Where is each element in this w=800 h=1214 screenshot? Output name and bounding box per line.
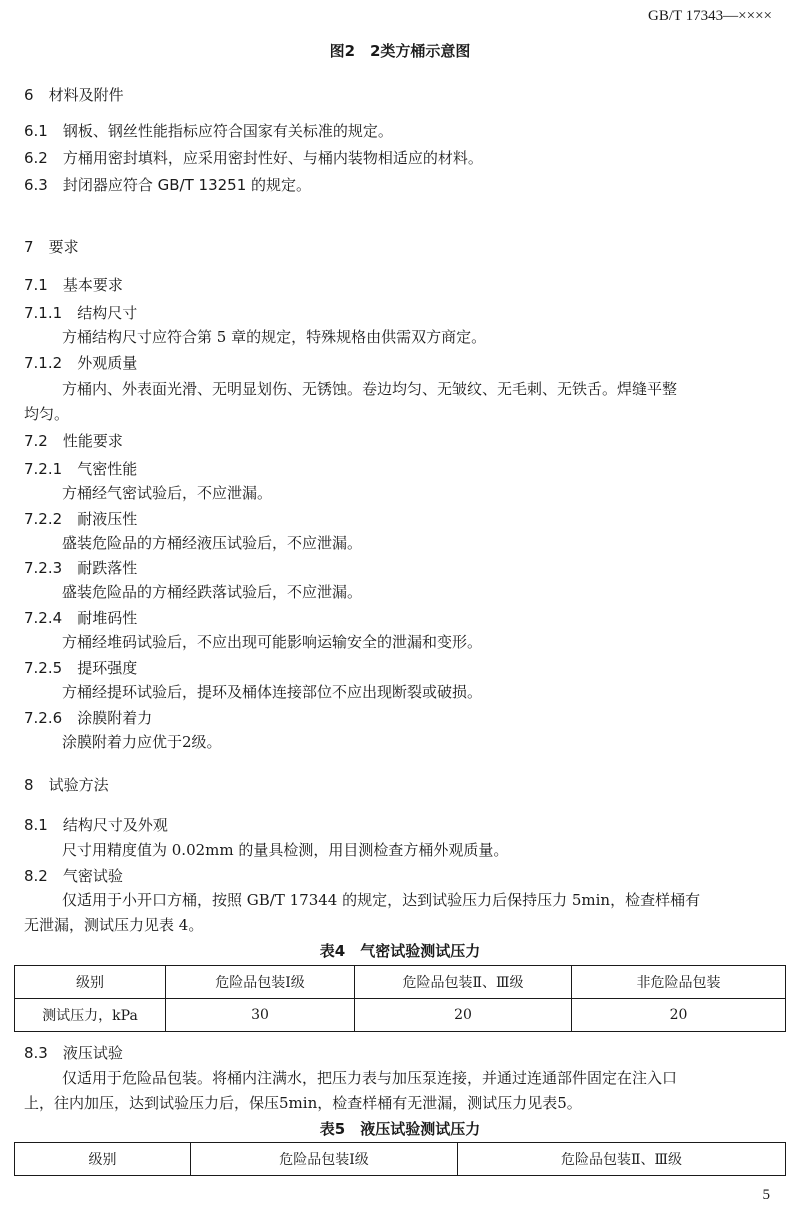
page-number: 5	[762, 1187, 770, 1203]
clause-7-1-2-text-line2: 均匀。	[24, 405, 70, 423]
table-4	[14, 965, 786, 1032]
clause-8-2-heading: 8.2 气密试验	[24, 867, 123, 885]
clause-7-2-2-heading: 7.2.2 耐液压性	[24, 510, 138, 528]
clause-6-2: 6.2 方桶用密封填料，应采用密封性好、与桶内装物相适应的材料。	[24, 149, 483, 167]
clause-7-2-3-text: 盛装危险品的方桶经跌落试验后，不应泄漏。	[62, 583, 363, 601]
clause-7-2-6-text: 涂膜附着力应优于2级。	[62, 733, 222, 751]
table-5	[14, 1142, 786, 1176]
section-7-heading: 7 要求	[24, 238, 79, 256]
section-8-heading: 8 试验方法	[24, 776, 109, 794]
clause-8-3-text-line2: 上，往内加压，达到试验压力后，保压5min，检查样桶有无泄漏，测试压力见表5。	[24, 1094, 582, 1112]
table-cell: 危险品包装Ⅰ级	[191, 1143, 458, 1176]
clause-7-1-1-text: 方桶结构尺寸应符合第 5 章的规定，特殊规格由供需双方商定。	[62, 328, 487, 346]
clause-8-2-text-line2: 无泄漏，测试压力见表 4。	[24, 916, 204, 934]
table-cell: 非危险品包装	[572, 966, 786, 999]
clause-7-1-2-text-line1: 方桶内、外表面光滑、无明显划伤、无锈蚀。卷边均匀、无皱纹、无毛刺、无铁舌。焊缝平整	[62, 380, 678, 398]
table-5-caption: 表5 液压试验测试压力	[319, 1120, 481, 1138]
table-cell: 级别	[15, 1143, 191, 1176]
table-cell: 危险品包装Ⅰ级	[166, 966, 355, 999]
clause-7-2-1-text: 方桶经气密试验后，不应泄漏。	[62, 484, 273, 502]
clause-8-3-heading: 8.3 液压试验	[24, 1044, 123, 1062]
table-row	[15, 1143, 786, 1176]
clause-8-1-heading: 8.1 结构尺寸及外观	[24, 816, 168, 834]
table-cell: 测试压力，kPa	[15, 999, 166, 1032]
header-standard-code: GB/T 17343—××××	[648, 8, 772, 24]
clause-7-2-heading: 7.2 性能要求	[24, 432, 123, 450]
table-cell: 30	[166, 999, 355, 1032]
clause-7-2-3-heading: 7.2.3 耐跌落性	[24, 559, 138, 577]
clause-7-2-2-text: 盛装危险品的方桶经液压试验后，不应泄漏。	[62, 534, 363, 552]
clause-7-2-5-text: 方桶经提环试验后，提环及桶体连接部位不应出现断裂或破损。	[62, 683, 483, 701]
clause-7-1-1-heading: 7.1.1 结构尺寸	[24, 304, 138, 322]
clause-7-1-heading: 7.1 基本要求	[24, 276, 123, 294]
clause-6-3: 6.3 封闭器应符合 GB/T 13251 的规定。	[24, 176, 312, 194]
table-cell: 级别	[15, 966, 166, 999]
clause-7-2-1-heading: 7.2.1 气密性能	[24, 460, 138, 478]
section-6-heading: 6 材料及附件	[24, 86, 124, 104]
table-cell: 20	[572, 999, 786, 1032]
clause-7-2-6-heading: 7.2.6 涂膜附着力	[24, 709, 153, 727]
figure-caption: 图2 2类方桶示意图	[329, 42, 471, 60]
table-row	[15, 966, 786, 999]
clause-7-2-4-heading: 7.2.4 耐堆码性	[24, 609, 138, 627]
clause-6-1: 6.1 钢板、钢丝性能指标应符合国家有关标准的规定。	[24, 122, 393, 140]
table-row	[15, 999, 786, 1032]
clause-7-2-5-heading: 7.2.5 提环强度	[24, 659, 138, 677]
table-4-caption: 表4 气密试验测试压力	[319, 942, 481, 960]
table-cell: 危险品包装Ⅱ、Ⅲ级	[355, 966, 572, 999]
clause-7-2-4-text: 方桶经堆码试验后，不应出现可能影响运输安全的泄漏和变形。	[62, 633, 483, 651]
table-cell: 20	[355, 999, 572, 1032]
table-cell: 危险品包装Ⅱ、Ⅲ级	[458, 1143, 786, 1176]
clause-8-1-text: 尺寸用精度值为 0.02mm 的量具检测，用目测检查方桶外观质量。	[62, 841, 509, 859]
clause-8-2-text-line1: 仅适用于小开口方桶，按照 GB/T 17344 的规定，达到试验压力后保持压力 5min，检查样桶有	[62, 891, 701, 909]
clause-8-3-text-line1: 仅适用于危险品包装。将桶内注满水，把压力表与加压泵连接，并通过连通部件固定在注入口	[62, 1069, 678, 1087]
clause-7-1-2-heading: 7.1.2 外观质量	[24, 354, 138, 372]
